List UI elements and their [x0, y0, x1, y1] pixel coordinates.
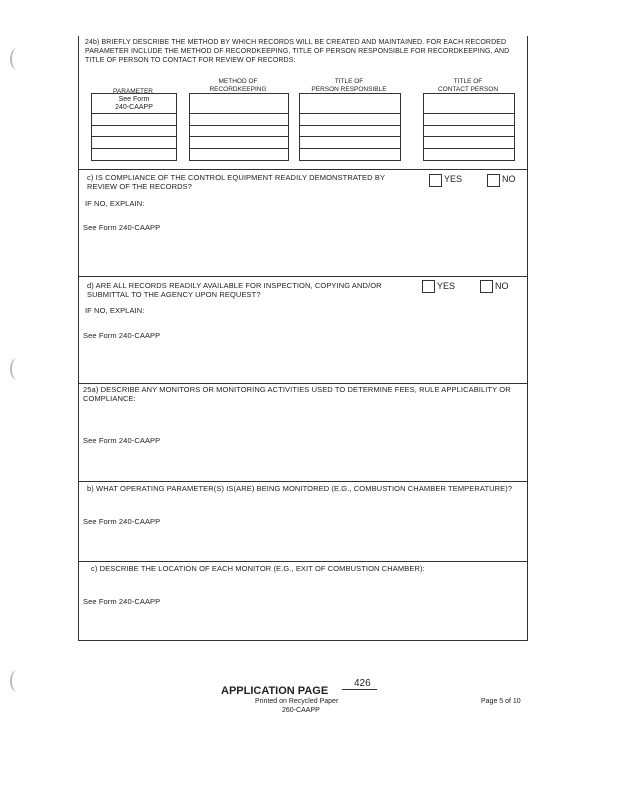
form-frame [78, 36, 528, 641]
col-method-header: METHOD OF RECORDKEEPING [209, 78, 267, 93]
scan-artifact [10, 670, 24, 692]
col-responsible-header: TITLE OF PERSON RESPONSIBLE [311, 78, 387, 93]
25c-answer[interactable]: See Form 240-CAAPP [83, 597, 161, 606]
c-answer[interactable]: See Form 240-CAAPP [83, 223, 161, 232]
c-yes-label: YES [444, 174, 463, 184]
d-yes-checkbox[interactable] [422, 280, 435, 293]
contact-column[interactable] [423, 93, 515, 161]
question-c: c) IS COMPLIANCE OF THE CONTROL EQUIPMENT READILY DEMONSTRATED BY REVIEW OF THE RECORDS? [87, 173, 385, 191]
footer-printed: Printed on Recycled Paper [255, 698, 339, 705]
col-contact-header: TITLE OF CONTACT PERSON [437, 78, 499, 93]
question-25c: c) DESCRIBE THE LOCATION OF EACH MONITOR (E.G., EXIT OF COMBUSTION CHAMBER): [91, 564, 425, 573]
col-parameter-header: PARAMETER [113, 88, 153, 95]
question-25a: 25a) DESCRIBE ANY MONITORS OR MONITORING ACTIVITIES USED TO DETERMINE FEES, RULE APPLICABILITY OR COMPLIANCE: [83, 385, 511, 403]
section-25b [79, 481, 527, 562]
parameter-first-cell: See Form 240-CAAPP [115, 96, 153, 111]
section-25a [79, 383, 527, 482]
c-explain-label: IF NO, EXPLAIN: [85, 199, 145, 208]
method-column[interactable] [189, 93, 289, 161]
question-25b: b) WHAT OPERATING PARAMETER(S) IS(ARE) BEING MONITORED (E.G., COMBUSTION CHAMBER TEMPERATURE)? [87, 484, 513, 493]
parameter-column[interactable] [91, 93, 177, 161]
25b-answer[interactable]: See Form 240-CAAPP [83, 517, 161, 526]
section-c [79, 169, 527, 277]
scan-artifact [10, 358, 24, 380]
question-d: d) ARE ALL RECORDS READILY AVAILABLE FOR INSPECTION, COPYING AND/OR SUBMITTAL TO THE AGENCY UPON REQUEST? [87, 281, 382, 299]
scan-artifact [10, 48, 24, 70]
page-number: 426 [342, 678, 377, 690]
25a-answer[interactable]: See Form 240-CAAPP [83, 436, 161, 445]
section-25c [79, 561, 527, 640]
d-explain-label: IF NO, EXPLAIN: [85, 306, 145, 315]
responsible-column[interactable] [299, 93, 401, 161]
d-no-label: NO [495, 281, 509, 291]
section-24b [79, 36, 527, 170]
footer-page-of: Page 5 of 10 [481, 698, 521, 705]
c-no-label: NO [502, 174, 516, 184]
question-24b: 24b) BRIEFLY DESCRIBE THE METHOD BY WHICH RECORDS WILL BE CREATED AND MAINTAINED. FOR EACH RECORDED PARAMETER INCLUDE THE METHOD OF RECORDKEEPING, TITLE OF PERSON RESPONSIBLE FOR RECORDKEEPING, AND TITLE OF PERSON TO CONTACT FOR REVIEW OF RECORDS: [85, 39, 510, 64]
footer-form: 260-CAAPP [282, 707, 320, 714]
d-answer[interactable]: See Form 240-CAAPP [83, 331, 161, 340]
footer-title: APPLICATION PAGE [221, 685, 329, 697]
c-no-checkbox[interactable] [487, 174, 500, 187]
section-d [79, 276, 527, 384]
d-yes-label: YES [437, 281, 456, 291]
d-no-checkbox[interactable] [480, 280, 493, 293]
c-yes-checkbox[interactable] [429, 174, 442, 187]
